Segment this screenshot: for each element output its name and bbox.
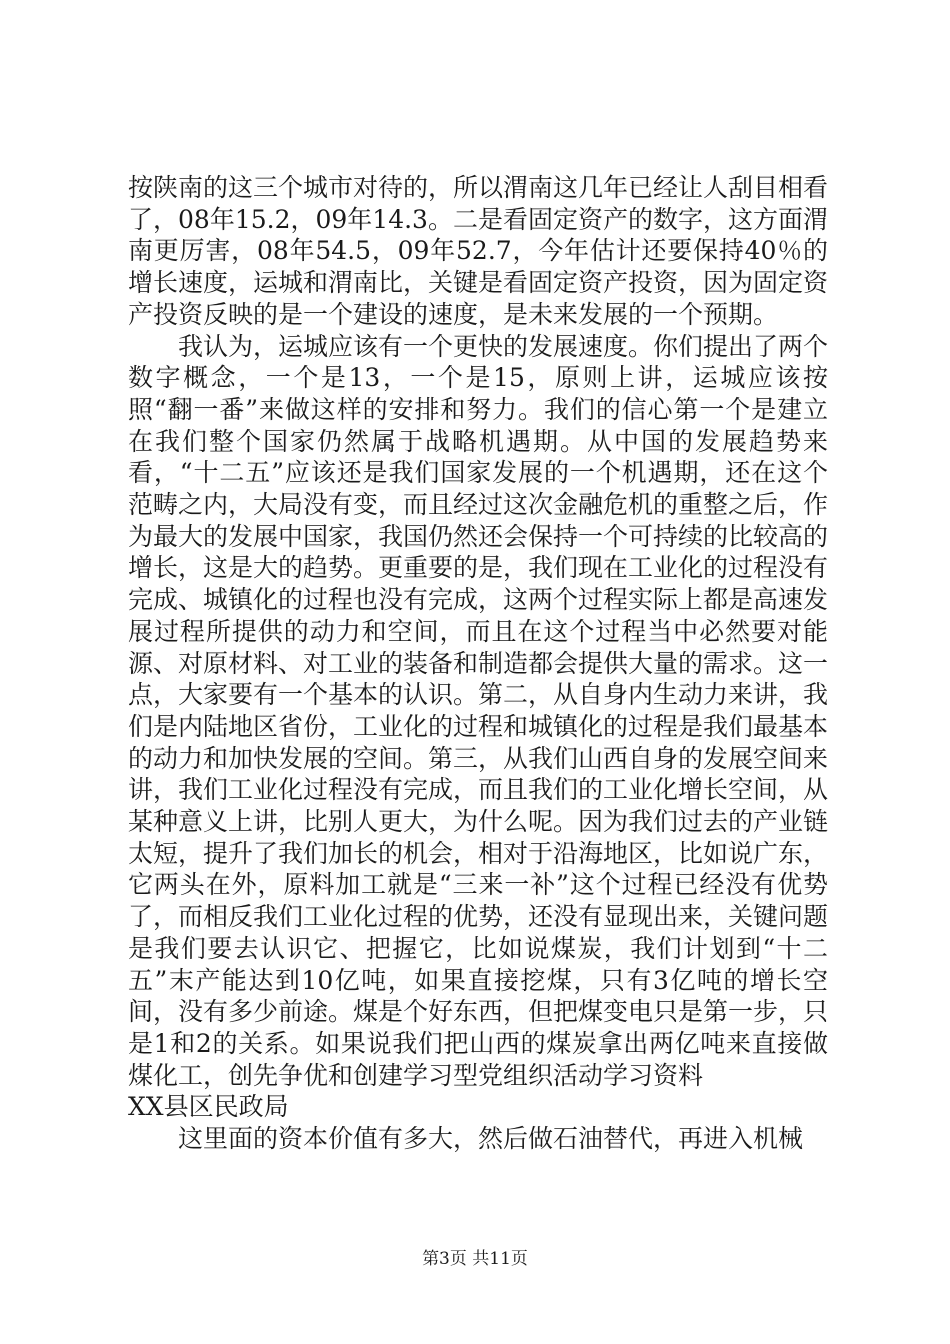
paragraph-3: 这里面的资本价值有多大，然后做石油替代，再进入机械 [178,1124,804,1154]
body-text [128,172,828,1155]
paragraph-1: 按陕南的这三个城市对待的，所以渭南这几年已经让人刮目相看了，08年15.2，09年14.3。二是看固定资产的数字，这方面渭南更厉害，08年54.5，09年52.7，今年估计还要保持40％的增长速度，运城和渭南比，关键是看固定资产投资，因为固定资产投资反映的是一个建设的速度，是未来发展的一个预期。 [128,173,829,329]
organization-name: XX县区民政局 [128,1092,289,1122]
page-number: 第3页 共11页 [422,1249,528,1269]
paragraph-2: 我认为，运城应该有一个更快的发展速度。你们提出了两个数字概念，一个是13，一个是15，原则上讲，运城应该按照“翻一番”来做这样的安排和努力。我们的信心第一个是建立在我们整个国家仍然属于战略机遇期。从中国的发展趋势来看，“十二五”应该还是我们国家发展的一个机遇期，还在这个范畴之内，大局没有变，而且经过这次金融危机的重整之后，作为最大的发展中国家，我国仍然还会保持一个可持续的比较高的增长，这是大的趋势。更重要的是，我们现在工业化的过程没有完成、城镇化的过程也没有完成，这两个过程实际上都是高速发展过程所提供的动力和空间，而且在这个过程当中必然要对能源、对原材料、对工业的装备和制造都会提供大量的需求。这一点，大家要有一个基本的认识。第二，从自身内生动力来讲，我们是内陆地区省份，工业化的过程和城镇化的过程是我们最基本的动力和加快发展的空间。第三，从我们山西自身的发展空间来讲，我们工业化过程没有完成，而且我们的工业化增长空间，从某种意义上讲，比别人更大，为什么呢。因为我们过去的产业链太短，提升了我们加长的机会，相对于沿海地区，比如说广东，它两头在外，原料加工就是“三来一补”这个过程已经没有优势了，而相反我们工业化过程的优势，还没有显现出来，关键问题是我们要去认识它、把握它，比如说煤炭，我们计划到“十二五”末产能达到10亿吨，如果直接挖煤，只有3亿吨的增长空间，没有多少前途。煤是个好东西，但把煤变电只是第一步，只是1和2的关系。如果说我们把山西的煤炭拿出两亿吨来直接做煤化工，创先争优和创建学习型党组织活动学习资料 [128,331,829,1090]
page-footer [0,1244,950,1269]
